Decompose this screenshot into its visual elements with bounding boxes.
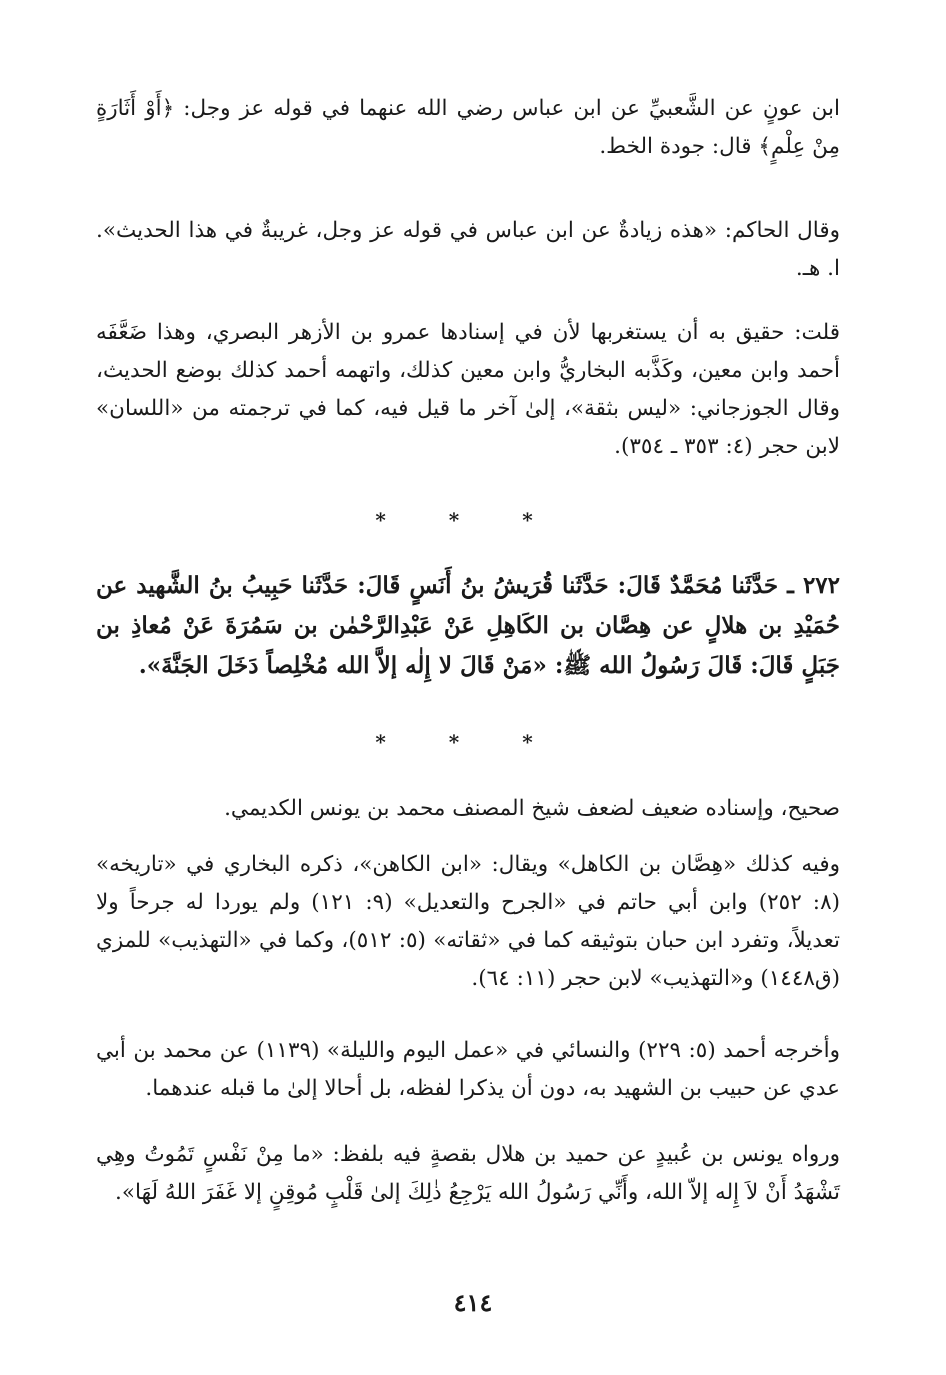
- text-paragraph: ابن عونٍ عن الشَّعبيِّ عن ابن عباس رضي الله عنهما في قوله عز وجل: ﴿أَوْ أَثَارَةٍ مِنْ عِلْمٍ﴾ قال: جودة الخط.: [96, 96, 840, 159]
- text-paragraph: وقال الحاكم: «هذه زيادةٌ عن ابن عباس في قوله عز وجل، غريبةٌ في هذا الحديث». ا. هـ.: [96, 218, 840, 281]
- text-paragraph: صحيح، وإسناده ضعيف لضعف شيخ المصنف محمد بن يونس الكديمي.: [224, 796, 840, 821]
- hadith-text: ٢٧٢ ـ حَدَّثَنا مُحَمَّدٌ قَالَ: حَدَّثَنا قُرَيشُ بنُ أَنَسٍ قَالَ: حَدَّثَنا حَبِيبُ بنُ الشَّهيد عن حُمَيْدِ بن هلالٍ عن هِصَّان بن الكَاهِلِ عَنْ عَبْدِالرَّحْمٰن بن سَمُرَةَ عَنْ مُعاذِ بن جَبَلٍ قَالَ: قَالَ رَسُولُ الله ﷺ: «مَنْ قَالَ لا إِلٰه إلاَّ الله مُخْلِصاً دَخَلَ الجَنَّةَ».: [96, 572, 840, 679]
- text-paragraph: قلت: حقيق به أن يستغربها لأن في إسنادها عمرو بن الأزهر البصري، وهذا ضَعَّفَه أحمد وابن معين، وكَذَّبه البخاريُّ وابن معين كذلك، واتهمه أحمد كذلك بوضع الحديث، وقال الجوزجاني: «ليس بثقة»، إلىٰ آخر ما قيل فيه، كما في ترجمته من «اللسان» لابن حجر (٤: ٣٥٣ ـ ٣٥٤).: [96, 320, 840, 459]
- text-paragraph: ورواه يونس بن عُبيدٍ عن حميد بن هلال بقصةٍ فيه بلفظ: «ما مِنْ نَفْسٍ تَمُوتُ وهِي تَشْهَدُ أَنْ لاَ إِله إلاّ الله، وأَنِّي رَسُولُ الله يَرْجِعُ ذٰلِكَ إلىٰ قَلْبٍ مُوقِنٍ إلا غَفَرَ اللهُ لَهَا».: [96, 1142, 840, 1205]
- commentary-narrator: [96, 846, 840, 998]
- text-paragraph: وفيه كذلك «هِصَّان بن الكاهل» ويقال: «ابن الكاهن»، ذكره البخاري في «تاريخه» (٨: ٢٥٢) وابن أبي حاتم في «الجرح والتعديل» (٩: ١٢١) ولم يوردا له جرحاً ولا تعديلاً، وتفرد ابن حبان بتوثيقه كما في «ثقاته» (٥: ٥١٢)، وكما في «التهذيب» للمزي (ق١٤٤٨) و«التهذيب» لابن حجر (١١: ٦٤).: [96, 852, 841, 991]
- text-paragraph: وأخرجه أحمد (٥: ٢٢٩) والنسائي في «عمل اليوم والليلة» (١١٣٩) عن محمد بن أبي عدي عن حبيب بن الشهيد به، دون أن يذكرا لفظه، بل أحالا إلىٰ ما قبله عندهما.: [96, 1038, 840, 1101]
- paragraph-shabi-quote: [96, 90, 840, 166]
- separator-stars: * * *: [375, 730, 561, 754]
- commentary-grading: [96, 790, 840, 828]
- hadith-272: [96, 566, 840, 686]
- commentary-other-route: [96, 1136, 840, 1212]
- paragraph-hakim: [96, 212, 840, 288]
- commentary-takhrij: [96, 1032, 840, 1108]
- page-number: ٤١٤: [453, 1288, 493, 1317]
- separator-stars: * * *: [375, 508, 561, 532]
- paragraph-author-note: [96, 314, 840, 466]
